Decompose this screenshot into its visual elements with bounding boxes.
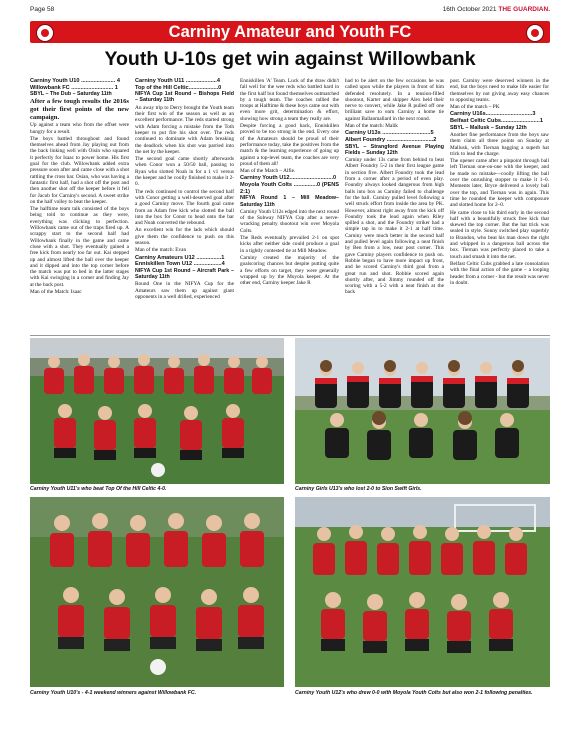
- article-paragraph: The opener came after a pinpoint through ball left Tiernan one-on-one with the keeper, and he made no mistake—coolly lifting the ball over the onrushing stopper to make it 1–0. Moments later, Bryce delivered a lovely ball over the top, and Tiernan was in again. This time he rounded the keeper with composure and slotted home for 2–0.: [450, 158, 549, 209]
- team-photo-u10: [30, 497, 284, 687]
- banner-title: Carniny Amateur and Youth FC: [168, 23, 412, 41]
- photo-caption: Carniny Youth U11's who beat Top Of the Hill Celtic 4-0.: [30, 486, 167, 492]
- article-column-5: [450, 78, 549, 332]
- match-details: NIFYA Cup 1st Round – Bishops Field – Saturday 11th: [135, 91, 234, 104]
- photo-caption: Carniny Youth U10's - 4-1 weekend winners against Willowbank FC.: [30, 690, 197, 696]
- article-paragraph: Enniskillen 'A' Team. Luck of the draw didn't fall well for the wee reds who battled hard in the first half but found themselves outmatched by a tough team. The coaches rallied the troops at Halftime & these boys came out with even more grit, determination & effort, showing how strong a team they really are.: [240, 78, 339, 122]
- match-details: NIFYA Cup 1st Round – Aircraft Park – Saturday 11th: [135, 267, 234, 281]
- article-lead: After a few tough results the 2016s got their first points of the new campaign.: [30, 98, 129, 121]
- article-paragraph: Man of the Match: Isaac: [30, 288, 82, 295]
- match-details: SBYL – Strangford Avenue Playing Fields – Sunday 12th: [345, 143, 444, 156]
- article-paragraph: Carniny Youth U12s edged into the next round of the Subway NIFYA Cup after a nerve-wracking penalty shootout win over Moyola Colts.: [240, 208, 339, 234]
- article-paragraph: Man of the match: Evan: [135, 247, 187, 254]
- team-photo-girls-u13: [295, 338, 550, 484]
- photo-caption: Carniny Youth U12's who drew 0-0 with Moyola Youth Colts but also won 2-1 following penalties.: [295, 690, 533, 696]
- article-body: [30, 78, 550, 332]
- photo-caption: Carniny Girls U13's who lost 2-0 to Sion Swift Girls.: [295, 486, 422, 492]
- article-paragraph: The second goal came shortly afterwards when Conor won a 50/50 ball, passing to Ryan who slotted Noah in for a 1 v1 versus the keeper and he coolly finished to make it 2-0.: [135, 156, 234, 188]
- page-date: 16th October 2021 THE GUARDIAN.: [442, 6, 550, 13]
- match-details: SBYL – The Dub – Saturday 11th: [30, 91, 112, 98]
- article-column-4: [345, 78, 444, 332]
- article-paragraph: Carniny under 13s came from behind to beat Albert Foundry 5-2 in their first league game in section five. Albert Foundry took the lead from a corner after a period of even play. Foundry always looked dangerous from high balls into box as Carniny failed to challenge for the ball. Carniny pulled level following a well struck effort from inside the area by PK. However, almost right away from the kick off Foundry took the lead again when Riley spilled a shot, and the Foundry striker had a simple tap in to make it 2-1 at half time. Carniny were much better in the second half and pulled level again following a neat finish by Ben from a low, near post corner. This gave Carniny players confidence to push on. Robbie began to have more impact up front, and he scored Carniny's third goal from a great run and shot. Robbie scored again shortly after, and Jimmy rounded off the scoring with a 5-2 with a neat finish at the back: [345, 157, 444, 296]
- article-headline: Youth U-10s get win against Willowbank: [104, 48, 476, 70]
- article-paragraph: An away trip to Derry brought the Youth team their first win of the season as well as an excellent performance. The reds started strong with Adam forcing a mistake from the Toth keeper to put fire his shot over. The reds continued to dominate with Adam breaking the deadlock when his shot was parried into the net by the keeper.: [135, 104, 234, 155]
- article-column-2: [135, 78, 234, 332]
- article-paragraph: An excellent win for the lads which should give them the confidence to push on this season.: [135, 227, 234, 247]
- article-paragraph: Man of the match – PK: [450, 104, 500, 111]
- club-crest-right-icon: [526, 24, 544, 42]
- match-result: Belfast Celtic Cubs.........................1: [450, 118, 543, 125]
- article-paragraph: The boys battled throughout and found themselves ahead from Jay playing out from the back linking well with Oisin who squared it perfectly for Isaac to power home. His first goal for the club. Willowbank added extra pressure soon after and came close with a shot rattling the cross bar. Osian, who was having a fantastic first half, had a shot off the post and then another shot off the keeper before it fell for Jacob for Carniny's second. A sweet strike on the half volley to beat the keeper.: [30, 135, 129, 205]
- section-banner: [30, 21, 550, 43]
- match-result: Carniny Amateurs U12 ................1: [135, 254, 225, 261]
- match-result: Albert Foundry ..............................2: [345, 136, 437, 143]
- page-number: Page 58: [30, 6, 55, 13]
- article-paragraph: The halftime team talk consisted of the boys being told to continue as they were, everything was clicking to perfection. Willowbank came out of the traps fired up. A scrappy start to the second half had Willowbank finally in the game and came close with a shot. They eventually gained a free kick from nearly too far out. Kai stepped up and almost lifted the ball over the keeper and it dipped and into the top corner before the match was put to bed in the latter stages with Kai swinging in a corner and finding Jay at the back post.: [30, 206, 129, 288]
- article-paragraph: Despite forcing a good hack, Enniskillen proved to be too strong in the end. Every one of the Amateurs should be proud of their performance today, take the positives from the match & the learning experience of going up against a top-level team, the coaches are very proud of them all!: [240, 123, 339, 167]
- match-details: NIFYA Round 1 – Mill Meadow– Saturday 11th: [240, 195, 339, 208]
- article-paragraph: Up against a team who from the offset were hungry for a result.: [30, 122, 129, 135]
- match-result: Top of the Hill Celtic...................0: [135, 84, 222, 91]
- article-paragraph: Man of the match: Malik: [345, 123, 398, 130]
- article-paragraph: Belfast Celtic Cubs grabbed a late consolation with the final action of the game – a looping header from a corner - but the result was never in doubt.: [450, 260, 549, 286]
- match-result: Carniny U16s..............................3: [450, 111, 536, 118]
- match-result: Carniny U13s ...............................5: [345, 130, 434, 137]
- team-photo-u12: [295, 497, 550, 687]
- match-result: Carniny Youth U11 ....................4: [135, 78, 220, 84]
- article-paragraph: Round One in the NIFYA Cup for the Amateurs saw them up against giant opponents in a well drilled, experienced: [135, 281, 234, 300]
- team-photo-u11: [30, 338, 284, 484]
- match-result: Carniny Youth U10 ...................... 4: [30, 78, 120, 84]
- match-result: Willowbank FC ........................... 1: [30, 84, 118, 91]
- article-paragraph: had to be alert on the few occasions he was called upon while the players in front of him defended resolutely. In a tension-filled shootout, Karter and skipper Alex held their nerve to convert, while Jake R pulled off one brilliant save to earn Carniny a home tie against Ballanmallard in the next round.: [345, 78, 444, 122]
- article-paragraph: He came close to his third early in the second half with a beautifully struck free kick that skewed the top corner. But the hat trick was sealed in style. Sonny switched play superbly to Brandon, who beat his man down the right and whipped in a dangerous ball across the box. Tiernan was perfectly placed to take a touch and smash it into the net.: [450, 209, 549, 260]
- match-details: SBYL – Mallusk – Sunday 12th: [450, 124, 527, 131]
- article-paragraph: The Reds eventually prevailed 2-1 on spot kicks after neither side could produce a goal in a tightly contested tie at Mill Meadow.: [240, 235, 339, 254]
- page-folio: [30, 6, 550, 16]
- article-paragraph: Carniny created the majority of the goalscoring chances but despite putting quite a few efforts on target, they were generally wrapped up by the Moyola keeper. At the other end, Carniny keeper Jake R: [240, 254, 339, 287]
- article-paragraph: The reds continued to control the second half with Conor getting a well-deserved goal after a good Carniny move. The fourth goal came from an Adam free kick who slotted the ball into the box for Conor to head onto the bar and Noah converted the rebound.: [135, 188, 234, 227]
- match-result: Moyola Youth Colts ...............0 (PENS 2:1): [240, 182, 339, 195]
- article-paragraph: Man of the Match – Alfie.: [240, 168, 296, 175]
- article-column-3: [240, 78, 339, 332]
- article-column-1: [30, 78, 129, 332]
- article-paragraph: Another fine performance from the boys saw them claim all three points on Sunday at Mallusk, with Tiernan bagging a superb hat trick to lead the charge.: [450, 131, 549, 157]
- match-result: Carniny Youth U12............................0: [240, 175, 337, 182]
- divider: [30, 335, 550, 336]
- article-paragraph: post. Carniny were deserved winners in the end, but the boys need to make life easier for themselves by not giving away easy chances to opposing teams.: [450, 78, 549, 103]
- match-result: Enniskillen Town U12 ..................4: [135, 261, 225, 268]
